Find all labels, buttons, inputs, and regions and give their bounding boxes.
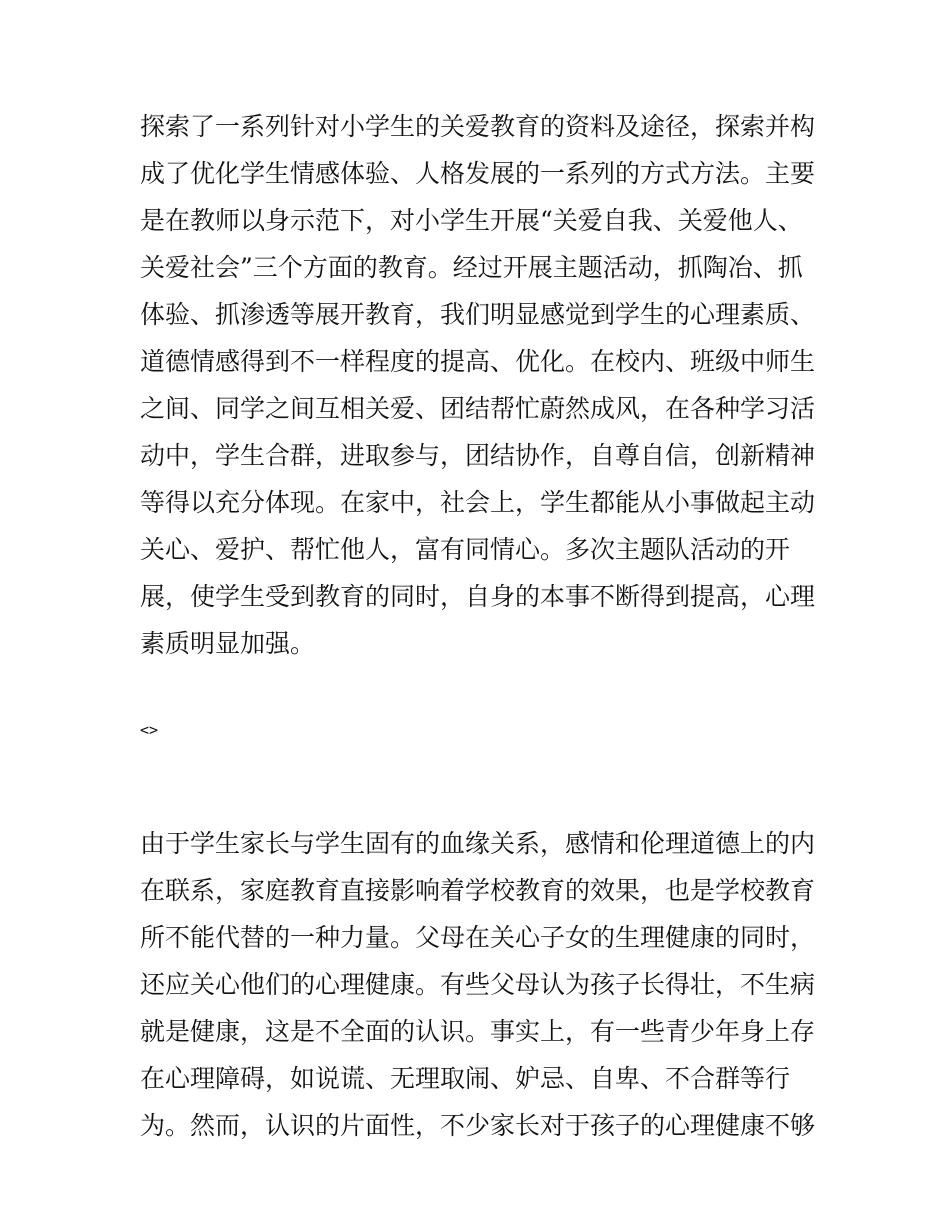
paragraph-line: 在心理障碍，如说谎、无理取闹、妒忌、自卑、不合群等行 [140,1064,791,1093]
paragraph-line: 之间、同学之间互相关爱、团结帮忙蔚然成风，在各种学习活 [140,394,816,423]
paragraph-line: 动中，学生合群，进取参与，团结协作，自尊自信，创新精神 [140,441,816,470]
paragraph-line: 在联系，家庭教育直接影响着学校教育的效果，也是学校教育 [140,876,816,905]
paragraph-line: 素质明显加强。 [140,629,316,658]
paragraph-line: 关心、爱护、帮忙他人，富有同情心。多次主题队活动的开 [140,535,791,564]
paragraph-line: 就是健康，这是不全面的认识。事实上，有一些青少年身上存 [140,1017,816,1046]
paragraph-line: 成了优化学生情感体验、人格发展的一系列的方式方法。主要 [140,159,816,188]
paragraph-line: 道德情感得到不一样程度的提高、优化。在校内、班级中师生 [140,347,816,376]
paragraph-line: 所不能代替的一种力量。父母在关心子女的生理健康的同时， [140,923,816,952]
paragraph-line: 探索了一系列针对小学生的关爱教育的资料及途径，探索并构 [140,112,816,141]
paragraph-line: 为。然而，认识的片面性，不少家长对于孩子的心理健康不够 [140,1111,816,1140]
paragraph-line: 体验、抓渗透等展开教育，我们明显感觉到学生的心理素质、 [140,300,816,329]
paragraph-line: 是在教师以身示范下，对小学生开展“关爱自我、关爱他人、 [140,206,803,235]
section-marker: <> [140,721,159,739]
paragraph-line: 等得以充分体现。在家中，社会上，学生都能从小事做起主动 [140,488,816,517]
paragraph-line: 展，使学生受到教育的同时，自身的本事不断得到提高，心理 [140,582,816,611]
paragraph-line: 由于学生家长与学生固有的血缘关系，感情和伦理道德上的内 [140,829,816,858]
paragraph-2 [140,820,820,1149]
paragraph-line: 还应关心他们的心理健康。有些父母认为孩子长得壮，不生病 [140,970,816,999]
paragraph-line: 关爱社会”三个方面的教育。经过开展主题活动，抓陶冶、抓 [140,253,803,282]
paragraph-1 [140,103,820,667]
